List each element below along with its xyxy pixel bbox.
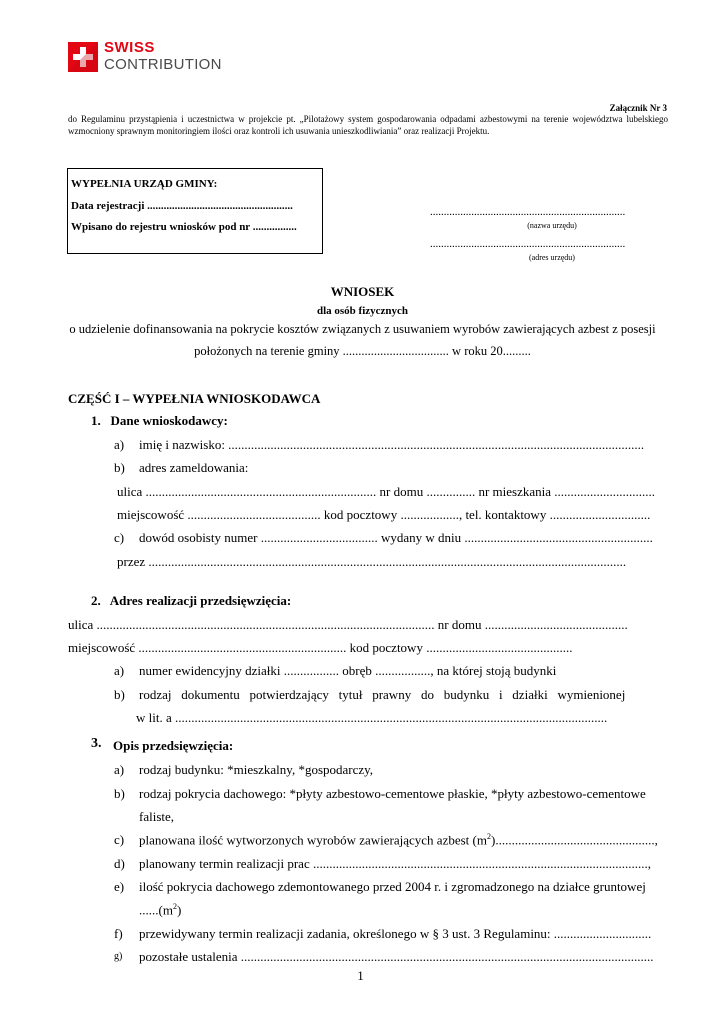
logo-text-contribution: CONTRIBUTION: [104, 56, 222, 73]
square-superscript: 2: [172, 902, 177, 911]
section1-title: 1. Dane wnioskodawcy:: [91, 413, 228, 428]
s3-item-e-letter: e): [114, 879, 125, 894]
office-name-caption: (nazwa urzędu): [527, 221, 577, 230]
project-city-field[interactable]: miejscowość ................................................................ kod pocztowy .............................................: [68, 640, 573, 655]
registration-date-field[interactable]: Data rejestracji .....................................................: [71, 200, 293, 212]
s3-item-g-letter: g): [114, 951, 123, 962]
s1-item-b-letter: b): [114, 460, 125, 475]
document-title: WNIOSEK: [330, 284, 395, 299]
dismantled-roof-close: ): [176, 902, 182, 918]
office-address-caption: (adres urzędu): [529, 253, 575, 262]
id-issuer-field[interactable]: przez ...................................................................................................................................................: [117, 554, 627, 569]
parcel-number-field[interactable]: numer ewidencyjny działki ................. obręb ................., na której stoją budynki: [139, 663, 557, 678]
roof-covering-field[interactable]: rodzaj pokrycia dachowego: *płyty azbestowo-cementowe płaskie, *płyty azbestowo-cementowe: [139, 786, 646, 801]
s2-item-b-letter: b): [114, 687, 125, 702]
asbestos-quantity-field[interactable]: [139, 832, 658, 848]
registry-entry-field[interactable]: Wpisano do rejestru wniosków pod nr ................: [71, 221, 297, 233]
roof-covering-cont: faliste,: [139, 809, 175, 824]
asbestos-quantity-label: planowana ilość wytworzonych wyrobów zawierających azbest (m: [139, 832, 487, 848]
page-number: 1: [357, 968, 364, 983]
s1-item-c-letter: c): [114, 530, 125, 545]
s3-item-c-letter: c): [114, 832, 125, 847]
dismantled-roof-field[interactable]: [139, 902, 181, 918]
office-address-field[interactable]: .......................................................................: [430, 238, 626, 250]
document-purpose-line2[interactable]: położonych na terenie gminy .................................. w roku 20.........: [194, 344, 531, 358]
s3-item-b-letter: b): [114, 786, 125, 801]
annex-description: do Regulaminu przystąpienia i uczestnictwa w projekcie pt. „Pilotażowy system gospodarowania odpadami azbestowymi na terenie województwa lubelskiego wzmocniony sprawnym monitoringiem ilości oraz kontroli ich usuwania unieszkodliwiania” oraz realizacji Projektu.: [68, 114, 668, 136]
s3-item-a-letter: a): [114, 762, 125, 777]
s3-item-d-letter: d): [114, 856, 125, 871]
s1-item-a-letter: a): [114, 437, 125, 452]
full-name-field[interactable]: imię i nazwisko: ................................................................................................................................: [139, 437, 645, 452]
planned-work-date-field[interactable]: planowany termin realizacji prac .......................................................................................................,: [139, 856, 651, 871]
annex-title: Załącznik Nr 3: [609, 103, 667, 113]
square-superscript: 2: [486, 832, 491, 841]
office-box-heading: WYPEŁNIA URZĄD GMINY:: [71, 178, 218, 190]
document-subtitle: dla osób fizycznych: [316, 305, 409, 317]
dismantled-roof-dots: ......(m: [139, 902, 173, 918]
asbestos-quantity-dots: ).................................................,: [490, 832, 658, 848]
dismantled-roof-label: ilość pokrycia dachowego zdemontowanego przed 2004 r. i zgromadzonego na działce gruntowej: [139, 879, 646, 894]
part1-title: CZĘŚĆ I – WYPEŁNIA WNIOSKODAWCA: [68, 391, 321, 406]
s3-item-f-letter: f): [114, 926, 123, 941]
office-name-field[interactable]: .......................................................................: [430, 206, 626, 218]
s2-item-a-letter: a): [114, 663, 125, 678]
other-arrangements-field[interactable]: pozostałe ustalenia ...............................................................................................................................: [139, 949, 654, 964]
building-type-field[interactable]: rodzaj budynku: *mieszkalny, *gospodarczy,: [139, 762, 374, 777]
project-street-field[interactable]: ulica ........................................................................................................ nr domu ............................................: [68, 617, 628, 632]
office-use-box: [67, 168, 323, 254]
ownership-document-field[interactable]: w lit. a .....................................................................................................................................: [136, 710, 608, 725]
residence-street-field[interactable]: ulica ....................................................................... nr domu ............... nr mieszkania ...............................: [117, 484, 656, 499]
section2-title: 2. Adres realizacji przedsięwzięcia:: [91, 593, 292, 608]
ownership-document-label: rodzaj dokumentu potwierdzający tytuł prawny do budynku i działki wymienionej: [139, 687, 626, 702]
swiss-cross-logo-icon: [68, 42, 98, 72]
document-purpose-line1: o udzielenie dofinansowania na pokrycie kosztów związanych z usuwaniem wyrobów zawierających azbest z posesji: [69, 322, 656, 336]
section3-number: 3.: [91, 736, 102, 751]
logo-text-swiss: SWISS: [104, 39, 155, 56]
residence-city-field[interactable]: miejscowość ......................................... kod pocztowy .................., tel. kontaktowy ...............................: [117, 507, 651, 522]
residence-address-label: adres zameldowania:: [139, 460, 249, 475]
id-card-field[interactable]: dowód osobisty numer .................................... wydany w dniu ..........................................................: [139, 530, 653, 545]
section3-title: Opis przedsięwzięcia:: [113, 738, 234, 753]
expected-completion-field[interactable]: przewidywany termin realizacji zadania, określonego w § 3 ust. 3 Regulaminu: ..............................: [139, 926, 652, 941]
